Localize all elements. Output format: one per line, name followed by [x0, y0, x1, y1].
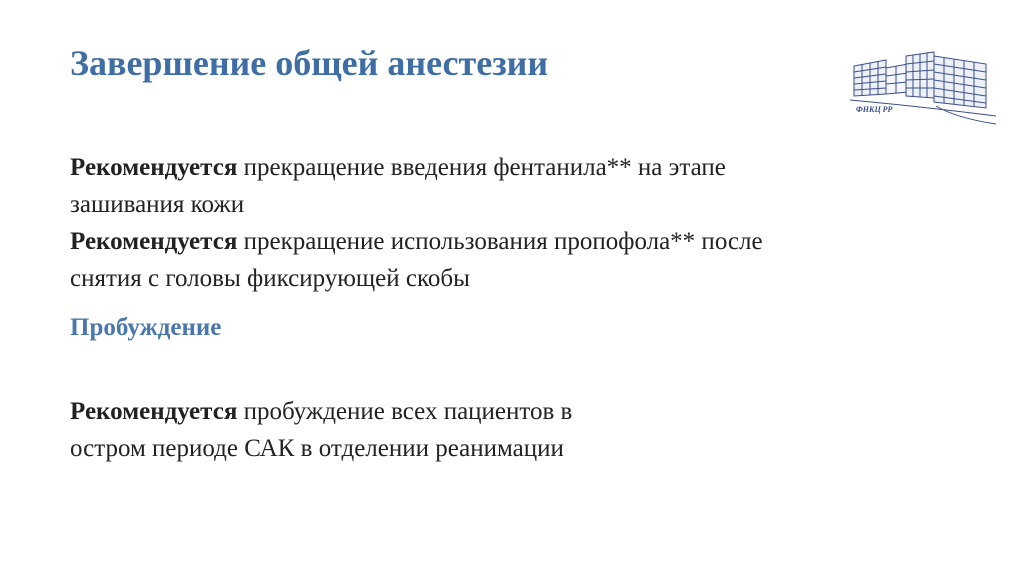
recommendations-block [70, 149, 970, 297]
slide-title: Завершение общей анестезии [70, 43, 549, 83]
logo-caption: ФНКЦ РР [856, 105, 893, 114]
recommendation-2-text: прекращение использования пропофола** после [237, 228, 763, 255]
recommendation-3-text: пробуждение всех пациентов в [237, 398, 573, 425]
awakening-subheading: Пробуждение [70, 314, 222, 341]
recommendation-3-keyword: Рекомендуется [70, 398, 238, 425]
recommendation-1-continuation: зашивания кожи [70, 191, 245, 218]
recommendation-2 [70, 223, 970, 297]
recommendation-1 [70, 149, 970, 223]
recommendation-1-text: прекращение введения фентанила** на этапе [237, 154, 726, 181]
recommendation-2-keyword: Рекомендуется [70, 228, 238, 255]
recommendation-1-keyword: Рекомендуется [70, 154, 238, 181]
recommendation-3 [70, 393, 970, 467]
recommendation-3-continuation: остром периоде САК в отделении реанимации [70, 435, 564, 462]
hospital-building-logo [846, 46, 1004, 128]
recommendation-2-continuation: снятия с головы фиксирующей скобы [70, 265, 470, 292]
